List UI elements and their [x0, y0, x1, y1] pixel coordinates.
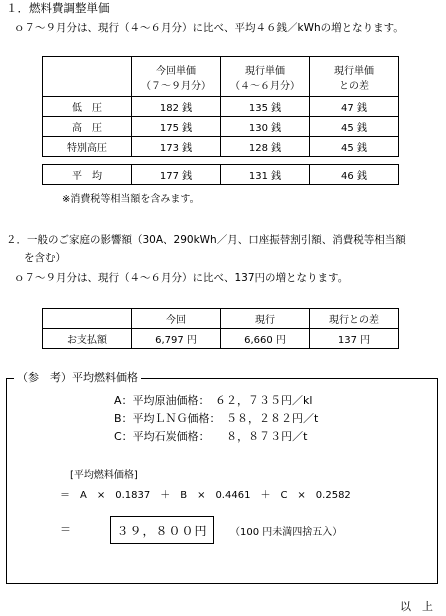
row-current: 175 銭	[132, 117, 221, 137]
row-current: 173 銭	[132, 137, 221, 157]
header-diff-line1: 現行単価	[334, 65, 374, 77]
household-label: お支払額	[43, 329, 132, 349]
household-diff: 137 円	[310, 329, 399, 349]
household-table	[42, 308, 399, 349]
formula-label: [平均燃料価格]	[70, 470, 138, 481]
section1-heading: １．燃料費調整単価	[6, 1, 110, 15]
table-row	[43, 117, 399, 137]
reference-title: （参 考）平均燃料価格	[14, 369, 141, 385]
average-previous: 131 銭	[221, 165, 310, 185]
price-crude-oil: A：平均原油価格： ６２，７３５円／kl	[114, 394, 313, 407]
formula: ＝ A × 0.1837 ＋ B × 0.4461 ＋ C × 0.2582	[60, 490, 351, 501]
average-label: 平 均	[43, 165, 132, 185]
household-header-previous: 現行	[221, 309, 310, 329]
section2-heading-line1: ２．一般のご家庭の影響額（30A、290kWh／月、口座振替割引額、消費税等相当額	[6, 234, 406, 246]
price-coal: C：平均石炭価格： ８，８７３円／t	[114, 430, 308, 443]
household-previous: 6,660 円	[221, 329, 310, 349]
section2-bullet: ｏ７～９月分は、現行（４～６月分）に比べ、137円の増となります。	[14, 272, 349, 284]
row-diff: 45 銭	[310, 117, 399, 137]
row-label: 低 圧	[43, 97, 132, 117]
result-equals: ＝	[60, 523, 71, 536]
household-current: 6,797 円	[132, 329, 221, 349]
average-current: 177 銭	[132, 165, 221, 185]
row-diff: 47 銭	[310, 97, 399, 117]
header-diff	[310, 57, 399, 97]
result-value-box	[110, 516, 214, 544]
section1-bullet: ｏ７～９月分は、現行（４～６月分）に比べ、平均４６銭／kWhの増となります。	[14, 22, 404, 34]
average-table	[42, 164, 399, 185]
unit-price-header-row	[43, 57, 399, 97]
result-note: （100 円未満四捨五入）	[230, 527, 343, 538]
row-previous: 128 銭	[221, 137, 310, 157]
header-current	[132, 57, 221, 97]
row-label: 特別高圧	[43, 137, 132, 157]
row-previous: 130 銭	[221, 117, 310, 137]
header-previous	[221, 57, 310, 97]
section2-heading-line2: を含む）	[24, 252, 66, 264]
row-label: 高 圧	[43, 117, 132, 137]
table-row	[43, 97, 399, 117]
header-previous-line1: 現行単価	[245, 65, 285, 77]
reference-box	[6, 378, 438, 584]
result-value: ３９，８００円	[116, 523, 208, 538]
row-diff: 45 銭	[310, 137, 399, 157]
unit-price-table	[42, 56, 399, 157]
household-header-diff: 現行との差	[310, 309, 399, 329]
average-diff: 46 銭	[310, 165, 399, 185]
average-row	[43, 165, 399, 185]
header-previous-line2: （４～６月分）	[230, 80, 300, 92]
household-header-row	[43, 309, 399, 329]
closing-mark: 以 上	[400, 600, 433, 613]
table-row	[43, 329, 399, 349]
row-previous: 135 銭	[221, 97, 310, 117]
tax-note: ※消費税等相当額を含みます。	[62, 194, 200, 205]
header-diff-line2: との差	[339, 80, 369, 92]
row-current: 182 銭	[132, 97, 221, 117]
header-empty-cell	[43, 57, 132, 97]
header-current-line1: 今回単価	[156, 65, 196, 77]
header-current-line2: （７～９月分）	[141, 80, 211, 92]
household-header-current: 今回	[132, 309, 221, 329]
price-lng: B：平均ＬＮＧ価格： ５８，２８２円／t	[114, 412, 319, 425]
table-row	[43, 137, 399, 157]
household-header-empty	[43, 309, 132, 329]
